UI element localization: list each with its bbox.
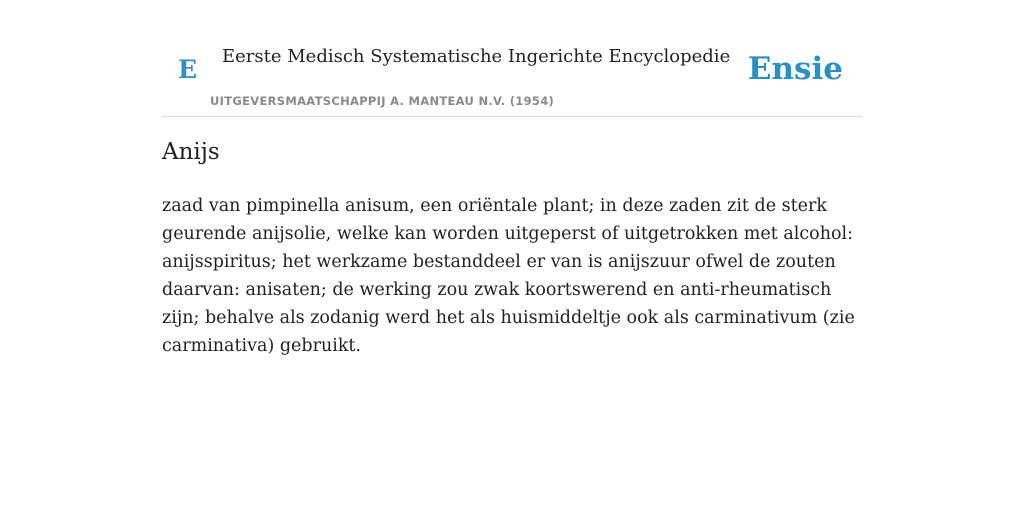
encyclopedia-title: Eerste Medisch Systematische Ingerichte Encyclopedie — [222, 46, 731, 67]
publisher-line: UITGEVERSMAATSCHAPPIJ A. MANTEAU N.V. (1954) — [210, 94, 555, 108]
entry-title: Anijs — [162, 139, 220, 165]
entry-body: zaad van pimpinella anisum, een oriëntale plant; in deze zaden zit de sterk geurende anijsolie, welke kan worden uitgeperst of uitgetrokken met alcohol: anijsspiritus; het werkzame bestanddeel er van is anijszuur ofwel de zouten daarvan: anisaten; de werking zou zwak koortswerend en anti-rheumatisch zijn; behalve als zodanig werd het als huismiddeltje ook als carminativum (zie carminativa) gebruikt. — [162, 196, 855, 356]
ensie-brand-logo[interactable]: Ensie — [747, 51, 843, 87]
encyclopedia-logo-letter[interactable]: E — [178, 55, 198, 84]
site-header — [162, 0, 862, 117]
